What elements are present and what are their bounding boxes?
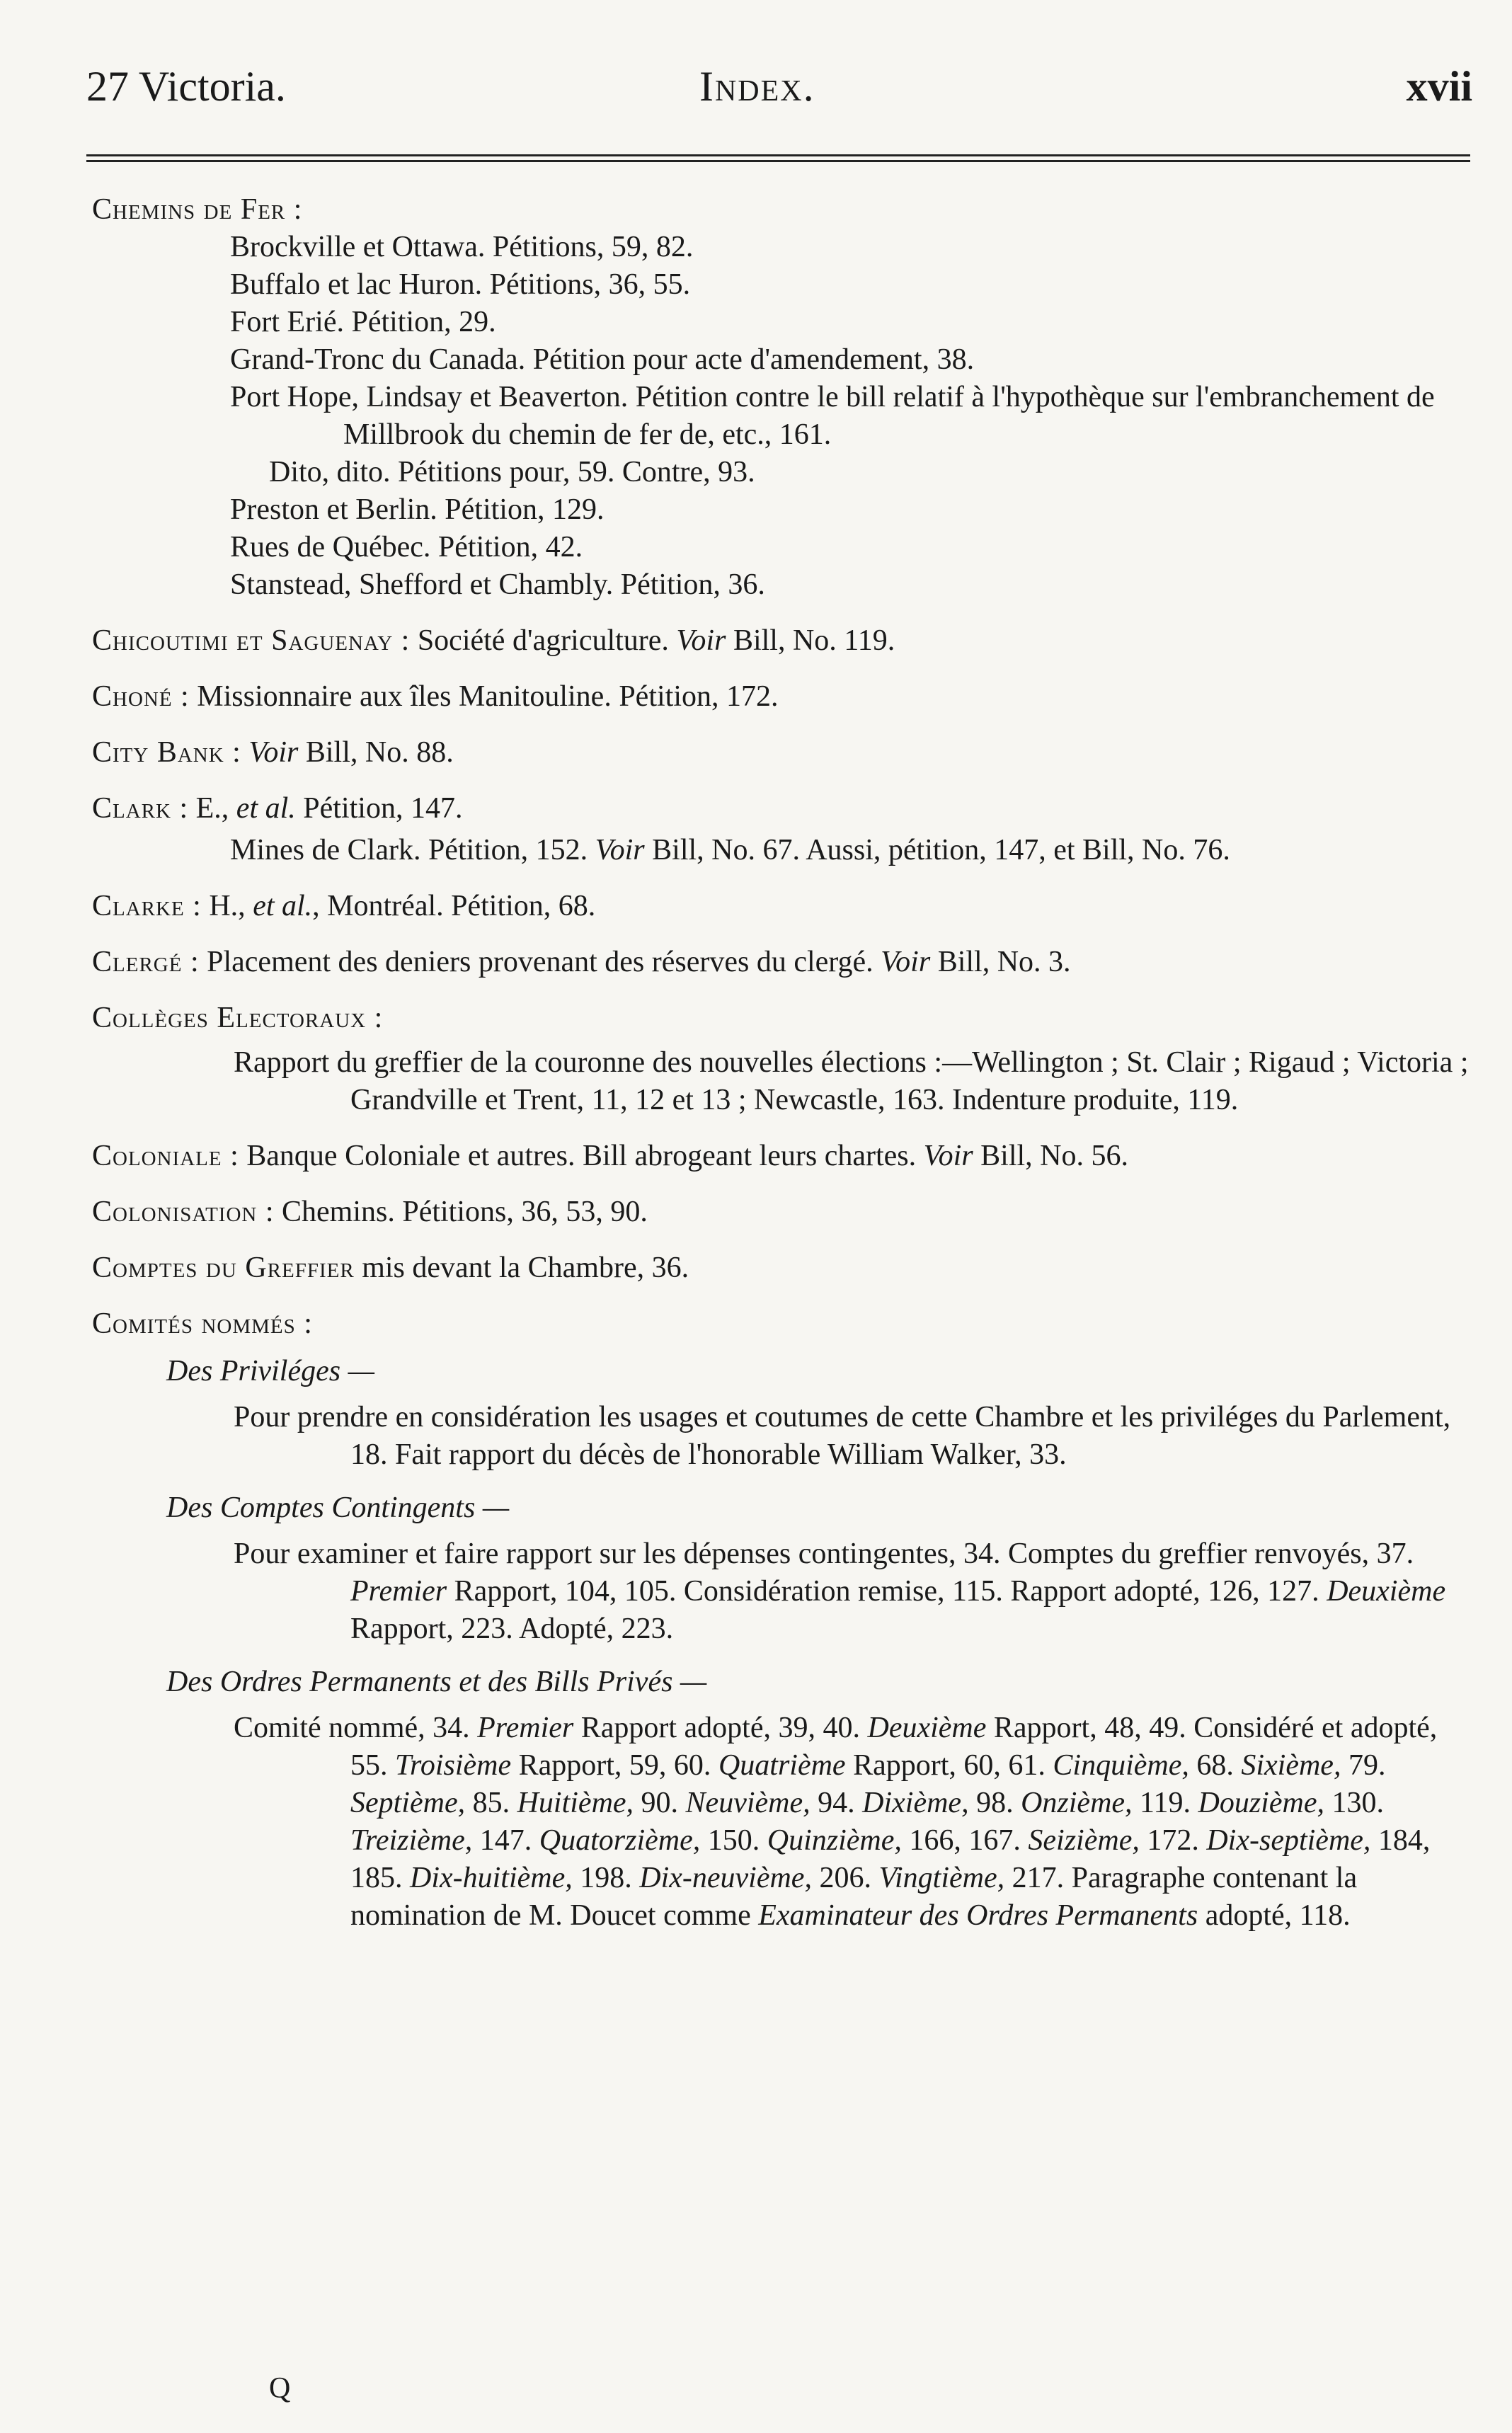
voir-reference: Voir bbox=[248, 736, 299, 769]
page-header bbox=[0, 62, 1512, 119]
ordinal: Septième, bbox=[350, 1787, 466, 1819]
entry-chicoutimi bbox=[92, 622, 1479, 660]
entry-chone bbox=[92, 678, 1479, 716]
entry-clarke bbox=[92, 888, 1479, 925]
entry-text: 68. bbox=[1189, 1749, 1242, 1782]
entry-text: Pétition, 147. bbox=[295, 792, 463, 825]
examinateur-title: Examinateur des Ordres Permanents bbox=[758, 1899, 1198, 1932]
entry-heading: Clark : bbox=[92, 792, 189, 825]
entry-text: 217. Paragraphe contenant la nomination de M. Doucet comme bbox=[350, 1862, 1358, 1932]
header-rule-top bbox=[86, 154, 1470, 156]
entry-text: 166, 167. bbox=[901, 1824, 1029, 1857]
entry-text: Bill, No. 3. bbox=[930, 946, 1071, 978]
entry-text: Chemins. Pétitions, 36, 53, 90. bbox=[274, 1196, 648, 1228]
voir-reference: Voir bbox=[881, 946, 931, 978]
header-title: Index. bbox=[699, 63, 815, 110]
section-heading-comptes-contingents: Des Comptes Contingents — bbox=[166, 1492, 510, 1524]
entry-clerge bbox=[92, 944, 1479, 981]
entry-text: Rapport adopté, 39, 40. bbox=[573, 1712, 868, 1744]
ordinal: Quatrième bbox=[718, 1749, 846, 1782]
ordinal: Vingtième, bbox=[878, 1862, 1005, 1894]
index-line: Rues de Québec. Pétition, 42. bbox=[230, 531, 583, 563]
entry-text: Rapport, 60, 61. bbox=[845, 1749, 1053, 1782]
entry-heading: Clergé : bbox=[92, 946, 200, 978]
voir-reference: Voir bbox=[676, 624, 726, 657]
index-line bbox=[92, 1710, 1479, 1935]
voir-reference: Voir bbox=[595, 834, 645, 866]
entry-text: Bill, No. 67. Aussi, pétition, 147, et Bill, No. 76. bbox=[644, 834, 1230, 866]
entry-text: 94. bbox=[810, 1787, 863, 1819]
entry-text: 147. bbox=[472, 1824, 539, 1857]
ordinal: Quinzième, bbox=[767, 1824, 902, 1857]
entry-text: adopté, 118. bbox=[1198, 1899, 1351, 1932]
entry-heading: Chemins de Fer : bbox=[92, 193, 303, 226]
index-line: Brockville et Ottawa. Pétitions, 59, 82. bbox=[230, 231, 694, 263]
entry-text: Comité nommé, 34. bbox=[234, 1712, 478, 1744]
entry-text: Pour examiner et faire rapport sur les dépenses contingentes, 34. Comptes du greffier renvoyés, 37. bbox=[234, 1538, 1414, 1570]
index-line bbox=[92, 1535, 1479, 1648]
entry-heading: Chicoutimi et Saguenay : bbox=[92, 624, 411, 657]
entry-text: E., bbox=[188, 792, 236, 825]
entry-text: Rapport, 59, 60. bbox=[511, 1749, 718, 1782]
entry-text: Bill, No. 56. bbox=[973, 1140, 1129, 1172]
index-line: Rapport du greffier de la couronne des nouvelles élections :—Wellington ; St. Clair ; Rigaud ; Victoria ; Grandville et Trent, 11, 12 et 13 ; Newcastle, 163. Indenture produite, 119. bbox=[234, 1046, 1469, 1116]
entry-text: Placement des deniers provenant des réserves du clergé. bbox=[199, 946, 881, 978]
entry-text: Société d'agriculture. bbox=[410, 624, 677, 657]
entry-text: 85. bbox=[465, 1787, 517, 1819]
ordinal: Treizième, bbox=[350, 1824, 473, 1857]
entry-heading: Collèges Electoraux : bbox=[92, 1002, 384, 1034]
entry-text: 172. bbox=[1139, 1824, 1207, 1857]
section-heading-privileges: Des Priviléges — bbox=[166, 1355, 374, 1387]
entry-text: 130. bbox=[1324, 1787, 1384, 1819]
entry-clark bbox=[92, 790, 1479, 869]
entry-text: Bill, No. 88. bbox=[298, 736, 454, 769]
ordinal: Sixième, bbox=[1241, 1749, 1341, 1782]
et-al: et al. bbox=[253, 890, 313, 922]
ordinal: Dix-huitième, bbox=[410, 1862, 573, 1894]
index-content bbox=[92, 191, 1479, 1953]
ordinal: Deuxième bbox=[867, 1712, 987, 1744]
entry-colleges-electoraux bbox=[92, 1000, 1479, 1119]
entry-comptes-du-greffier bbox=[92, 1249, 1479, 1287]
index-line: Fort Erié. Pétition, 29. bbox=[230, 306, 496, 338]
ordinal: Onzième, bbox=[1021, 1787, 1133, 1819]
entry-text: Banque Coloniale et autres. Bill abrogeant leurs chartes. bbox=[239, 1140, 924, 1172]
et-al: et al. bbox=[236, 792, 296, 825]
ordinal: Deuxième bbox=[1327, 1575, 1446, 1608]
entry-heading: Colonisation : bbox=[92, 1196, 275, 1228]
index-line: Port Hope, Lindsay et Beaverton. Pétition contre le bill relatif à l'hypothèque sur l'embranchement de Millbrook du chemin de fer de, etc., 161. bbox=[230, 381, 1435, 451]
entry-text: Rapport, 223. Adopté, 223. bbox=[350, 1613, 674, 1645]
ordinal: Troisième bbox=[395, 1749, 512, 1782]
header-session: 27 Victoria. bbox=[86, 63, 286, 110]
entry-text: 119. bbox=[1132, 1787, 1198, 1819]
entry-heading: Coloniale : bbox=[92, 1140, 239, 1172]
entry-heading: Comptes du Greffier bbox=[92, 1252, 355, 1284]
index-line: Stanstead, Shefford et Chambly. Pétition, 36. bbox=[230, 568, 765, 601]
ordinal: Seizième, bbox=[1028, 1824, 1140, 1857]
entry-coloniale bbox=[92, 1138, 1479, 1175]
index-line: Grand-Tronc du Canada. Pétition pour acte d'amendement, 38. bbox=[230, 343, 975, 376]
entry-text: Bill, No. 119. bbox=[726, 624, 895, 657]
signature-mark: Q bbox=[269, 2372, 291, 2405]
index-line: Preston et Berlin. Pétition, 129. bbox=[230, 493, 605, 526]
entry-text: Mines de Clark. Pétition, 152. bbox=[230, 834, 595, 866]
entry-chemins-de-fer bbox=[92, 191, 1479, 604]
index-line: Dito, dito. Pétitions pour, 59. Contre, 93. bbox=[269, 456, 755, 488]
entry-text: 150. bbox=[700, 1824, 767, 1857]
ordinal: Douzième, bbox=[1198, 1787, 1324, 1819]
header-rule-bottom bbox=[86, 160, 1470, 162]
ordinal: Cinquième, bbox=[1053, 1749, 1189, 1782]
entry-text: mis devant la Chambre, 36. bbox=[354, 1252, 689, 1284]
entry-heading: Comités nommés : bbox=[92, 1307, 313, 1340]
entry-heading: City Bank : bbox=[92, 736, 241, 769]
entry-heading: Choné : bbox=[92, 680, 190, 713]
entry-text: 184, 185. bbox=[350, 1824, 1431, 1894]
entry-text: Rapport, 104, 105. Considération remise, 115. Rapport adopté, 126, 127. bbox=[447, 1575, 1327, 1608]
ordinal: Premier bbox=[350, 1575, 447, 1608]
entry-city-bank bbox=[92, 734, 1479, 772]
entry-text: Rapport, 48, 49. Considéré et adopté, 55. bbox=[350, 1712, 1438, 1782]
section-heading-ordres-permanents: Des Ordres Permanents et des Bills Privés — bbox=[166, 1666, 707, 1698]
index-line: Buffalo et lac Huron. Pétitions, 36, 55. bbox=[230, 268, 691, 301]
entry-heading: Clarke : bbox=[92, 890, 202, 922]
entry-text: Missionnaire aux îles Manitouline. Pétition, 172. bbox=[189, 680, 779, 713]
entry-text: 98. bbox=[968, 1787, 1021, 1819]
index-line: Pour prendre en considération les usages et coutumes de cette Chambre et les priviléges du Parlement, 18. Fait rapport du décès de l'honorable William Walker, 33. bbox=[234, 1401, 1451, 1471]
entry-text: 198. bbox=[572, 1862, 640, 1894]
ordinal: Quatorzième, bbox=[539, 1824, 701, 1857]
ordinal: Dix-septième, bbox=[1206, 1824, 1371, 1857]
ordinal: Premier bbox=[477, 1712, 574, 1744]
index-line bbox=[92, 832, 1479, 869]
ordinal: Huitième, bbox=[517, 1787, 634, 1819]
entry-text: 79. bbox=[1341, 1749, 1386, 1782]
entry-text: H., bbox=[201, 890, 253, 922]
ordinal: Neuvième, bbox=[685, 1787, 811, 1819]
ordinal: Dixième, bbox=[862, 1787, 969, 1819]
ordinal: Dix-neuvième, bbox=[639, 1862, 812, 1894]
header-page-number: xvii bbox=[1406, 63, 1472, 110]
entry-comites-nommes bbox=[92, 1305, 1479, 1935]
entry-text: , Montréal. Pétition, 68. bbox=[312, 890, 596, 922]
voir-reference: Voir bbox=[923, 1140, 973, 1172]
entry-text: 206. bbox=[811, 1862, 879, 1894]
entry-colonisation bbox=[92, 1193, 1479, 1231]
entry-text: 90. bbox=[634, 1787, 686, 1819]
